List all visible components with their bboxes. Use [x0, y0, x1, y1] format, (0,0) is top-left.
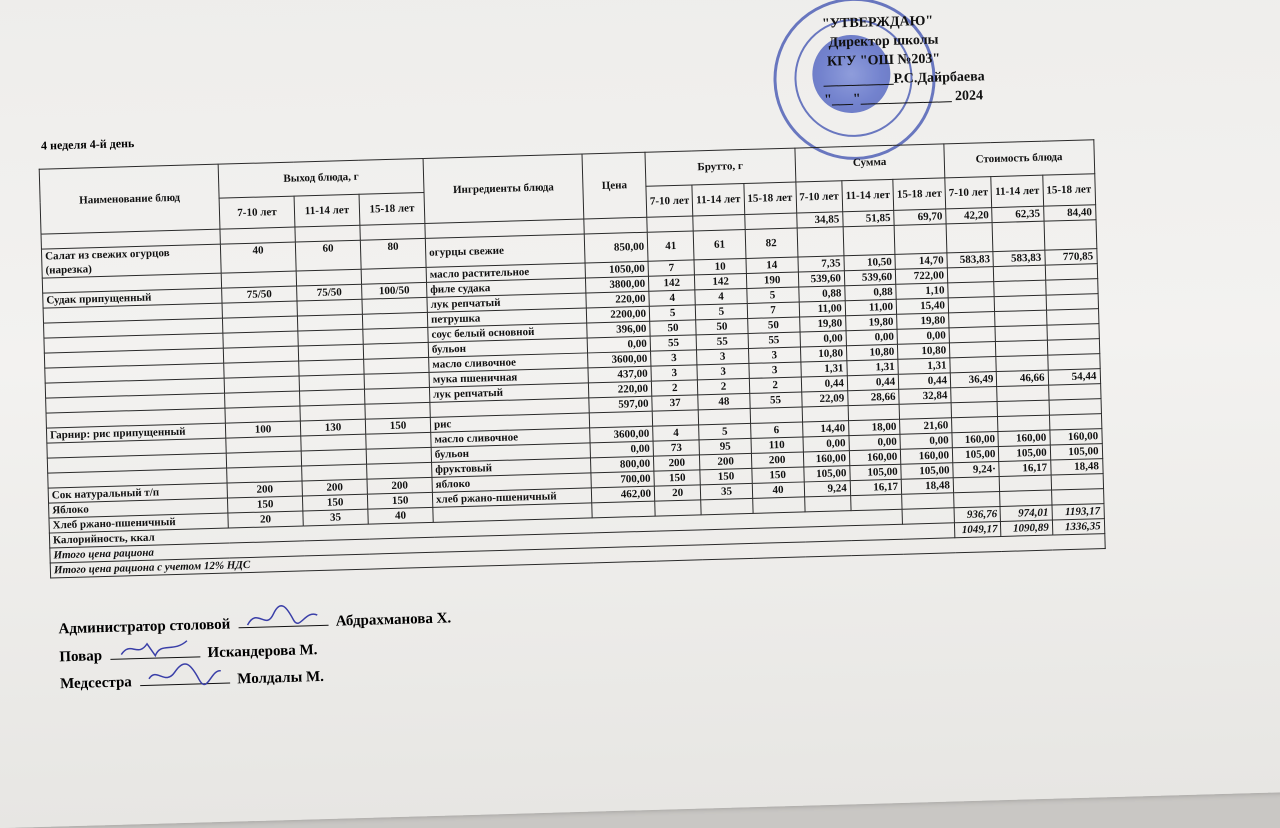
cost-cell: [1051, 489, 1103, 505]
cost-cell: 770,85: [1045, 249, 1097, 265]
approval-line2: Директор школы: [828, 32, 939, 51]
sum-cell: 0,00: [800, 331, 847, 347]
sum-cell: 160,00: [849, 449, 901, 465]
brutto-cell: 40: [752, 482, 804, 498]
ingredient-cell: соус белый основной: [428, 323, 587, 342]
brutto-cell: 55: [696, 333, 748, 349]
calories-label: Калорийность, ккал: [49, 509, 902, 548]
brutto-cell: 73: [653, 440, 700, 456]
brutto-cell: 95: [699, 438, 751, 454]
brutto-cell: 5: [696, 303, 748, 319]
brutto-cell: [750, 407, 802, 423]
sum-cell: 0,44: [898, 373, 950, 389]
cost-cell: [1044, 220, 1097, 250]
signature-name: Молдалы М.: [237, 668, 325, 688]
cost-cell: [949, 312, 996, 328]
yield-cell: 35: [303, 509, 368, 526]
ingredient-cell: яблоко: [432, 473, 591, 492]
cost-cell: [994, 265, 1046, 281]
price-cell: 800,00: [590, 456, 653, 473]
calories-blank: [902, 508, 954, 524]
sum-cell: 9,24: [804, 481, 851, 497]
age-header-brutto: 15-18 лет: [744, 182, 797, 215]
handwritten-signature-icon: [114, 635, 195, 663]
signature-name: Искандерова М.: [207, 642, 318, 662]
age-header-brutto: 7-10 лет: [646, 184, 693, 217]
cost-cell: [1047, 324, 1099, 340]
cost-cell: [1000, 490, 1052, 506]
sum-cell: [899, 403, 951, 419]
sum-cell: [851, 494, 903, 510]
yield-cell: 150: [227, 496, 302, 513]
price-cell: 0,00: [587, 336, 650, 353]
brutto-cell: 6: [750, 422, 802, 438]
signature-line: [139, 671, 229, 687]
approval-block: [822, 10, 986, 109]
cost-cell: 54,44: [1048, 369, 1100, 385]
cost-cell: [995, 295, 1047, 311]
sum-cell: 7,35: [797, 256, 844, 272]
sum-cell: 28,66: [848, 389, 900, 405]
cost-cell: 160,00: [952, 432, 999, 448]
cost-cell: 18,48: [1050, 459, 1102, 475]
brutto-cell: [652, 410, 699, 426]
cost-cell: [951, 402, 998, 418]
sum-cell: 15,40: [896, 298, 948, 314]
brutto-cell: 5: [746, 287, 798, 303]
brutto-cell: 50: [650, 320, 697, 336]
approval-line3: КГУ "ОШ №203": [826, 51, 941, 70]
approval-line4: __________Р.С.Дайрбаева: [823, 69, 985, 89]
ingredient-cell: хлеб ржано-пшеничный: [432, 488, 591, 507]
cost-cell: 160,00: [998, 430, 1050, 446]
ingredient-cell: филе судака: [427, 278, 586, 297]
yield-cell: 80: [360, 238, 426, 269]
cost-cell: [1049, 399, 1101, 415]
handwritten-signature-icon: [144, 661, 225, 689]
sum-cell: [802, 406, 849, 422]
sum-cell: 11,00: [799, 301, 846, 317]
total1-7-10: 936,76: [954, 506, 1001, 522]
sum-cell: 1,31: [898, 358, 950, 374]
ingredient-cell: рис: [430, 413, 589, 432]
cost-cell: [1045, 264, 1097, 280]
sum-cell: 32,84: [899, 388, 951, 404]
sum-cell: 18,00: [848, 419, 900, 435]
cost-cell: [997, 400, 1049, 416]
sum-cell: 14,40: [802, 421, 849, 437]
brutto-cell: 2: [698, 378, 750, 394]
sum-cell: [848, 404, 900, 420]
yield-cell: 130: [300, 419, 365, 436]
cost-cell: 105,00: [999, 445, 1051, 461]
brutto-cell: 7: [648, 260, 695, 276]
signature-role: Администратор столовой: [58, 616, 231, 638]
cost-cell: 62,35: [992, 206, 1044, 222]
sum-cell: 10,50: [844, 254, 896, 270]
price-cell: 700,00: [591, 471, 654, 488]
approval-line5: "___"_____________ 2024: [823, 88, 984, 108]
price-cell: 3800,00: [585, 276, 648, 293]
cost-cell: [951, 387, 998, 403]
age-header-yield: 7-10 лет: [219, 196, 295, 230]
price-cell: 462,00: [591, 486, 654, 503]
sum-cell: 0,88: [845, 284, 897, 300]
brutto-cell: 3: [748, 347, 800, 363]
cost-cell: [996, 340, 1048, 356]
total1-11-14: 974,01: [1000, 505, 1052, 521]
brutto-cell: 7: [747, 302, 799, 318]
sum-cell: 21,60: [900, 418, 952, 434]
ingredient-cell: петрушка: [427, 308, 586, 327]
signature-role: Повар: [59, 648, 103, 666]
total2-11-14: 1090,89: [1001, 520, 1053, 536]
brutto-cell: 61: [694, 230, 746, 260]
sum-cell: 51,85: [843, 210, 895, 226]
ingredient-cell: бульон: [431, 443, 590, 462]
price-cell: 220,00: [588, 381, 651, 398]
brutto-cell: 150: [751, 467, 803, 483]
dish-name-cell: Гарнир: рис припущенный: [46, 423, 225, 443]
price-cell: 0,00: [590, 441, 653, 458]
brutto-cell: 190: [746, 272, 798, 288]
signature-nurse: [60, 668, 324, 693]
yield-cell: 150: [365, 417, 430, 434]
cost-cell: [950, 357, 997, 373]
price-cell: 2200,00: [586, 306, 649, 323]
brutto-cell: 200: [700, 453, 752, 469]
yield-cell: 100/50: [362, 282, 427, 299]
sum-cell: 34,85: [796, 212, 843, 228]
brutto-cell: 50: [747, 317, 799, 333]
cost-cell: 583,83: [993, 250, 1045, 266]
yield-cell: 75/50: [297, 284, 362, 301]
cost-cell: 84,40: [1043, 205, 1095, 221]
brutto-cell: 5: [699, 423, 751, 439]
brutto-cell: 2: [749, 377, 801, 393]
brutto-cell: 55: [748, 332, 800, 348]
ingredient-cell: бульон: [428, 338, 587, 357]
cost-cell: [1049, 414, 1101, 430]
brutto-cell: [647, 216, 694, 232]
brutto-cell: 20: [654, 485, 701, 501]
cost-cell: [1046, 294, 1098, 310]
sum-cell: 11,00: [845, 299, 897, 315]
cost-cell: [952, 417, 999, 433]
brutto-cell: 200: [751, 452, 803, 468]
brutto-cell: 37: [652, 395, 699, 411]
brutto-cell: 82: [745, 228, 798, 258]
brutto-cell: 4: [695, 288, 747, 304]
header-yield: Выход блюда, г: [218, 158, 424, 197]
cost-cell: [1047, 339, 1099, 355]
sum-cell: 18,48: [901, 478, 953, 494]
document-title: 4 неделя 4-й день: [40, 136, 135, 153]
ingredient-cell: лук репчатый: [427, 293, 586, 312]
dish-name-cell: Хлеб ржано-пшеничный: [49, 513, 228, 533]
sum-cell: 69,70: [894, 209, 946, 225]
sum-cell: 539,60: [798, 271, 845, 287]
sum-cell: 22,09: [801, 391, 848, 407]
total2-15-18: 1336,35: [1052, 519, 1104, 535]
signature-name: Абдрахманова Х.: [335, 610, 452, 630]
cost-cell: 46,66: [997, 370, 1049, 386]
brutto-cell: [693, 215, 745, 231]
cost-cell: [1048, 384, 1100, 400]
age-header-yield: 11-14 лет: [294, 194, 360, 227]
age-header-sum: 11-14 лет: [842, 179, 894, 212]
brutto-cell: 14: [746, 257, 798, 273]
brutto-cell: 41: [647, 231, 694, 261]
brutto-cell: 110: [751, 437, 803, 453]
cost-cell: 583,83: [947, 252, 994, 268]
sum-cell: 105,00: [901, 463, 953, 479]
dish-name-cell: Яблоко: [49, 498, 228, 518]
sum-cell: 1,31: [847, 359, 899, 375]
header-cost: Стоимость блюда: [944, 140, 1094, 178]
dish-name-cell: Сок натуральный т/п: [48, 483, 227, 503]
sum-cell: 0,00: [803, 436, 850, 452]
cost-cell: [995, 310, 1047, 326]
sum-cell: 0,00: [900, 433, 952, 449]
sum-cell: 1,31: [800, 361, 847, 377]
price-cell: [592, 501, 655, 518]
cost-cell: [946, 223, 993, 253]
yield-cell: 75/50: [222, 286, 297, 303]
age-header-cost: 15-18 лет: [1042, 173, 1095, 206]
approval-line1: "УТВЕРЖДАЮ": [821, 13, 934, 32]
sum-cell: 0,44: [847, 374, 899, 390]
signature-role: Медсестра: [59, 674, 133, 693]
dish-name-cell: Салат из свежих огурцов (нарезка): [41, 244, 221, 278]
sum-cell: 0,88: [798, 286, 845, 302]
sum-cell: 10,80: [898, 343, 950, 359]
ingredient-cell: масло сливочное: [431, 428, 590, 447]
yield-cell: 150: [367, 492, 432, 509]
cost-cell: [948, 297, 995, 313]
brutto-cell: 35: [701, 483, 753, 499]
sum-cell: 0,00: [849, 434, 901, 450]
yield-cell: 60: [295, 240, 361, 271]
sum-cell: 10,80: [846, 344, 898, 360]
price-cell: 597,00: [589, 396, 652, 413]
cost-cell: [949, 327, 996, 343]
yield-cell: 200: [302, 479, 367, 496]
header-price: Цена: [582, 152, 647, 219]
cost-cell: [1046, 309, 1098, 325]
sum-cell: [797, 227, 844, 257]
yield-cell: 20: [228, 511, 303, 528]
sum-cell: 19,80: [846, 314, 898, 330]
cost-cell: [1045, 279, 1097, 295]
price-cell: 220,00: [586, 291, 649, 308]
age-header-sum: 15-18 лет: [893, 177, 946, 210]
header-brutto: Брутто, г: [645, 148, 795, 186]
age-header-brutto: 11-14 лет: [692, 183, 744, 216]
price-cell: 1050,00: [585, 261, 648, 278]
handwritten-signature-icon: [243, 603, 324, 631]
yield-cell: 200: [227, 481, 302, 498]
age-header-sum: 7-10 лет: [795, 180, 842, 213]
brutto-cell: 150: [700, 468, 752, 484]
brutto-cell: 3: [651, 350, 698, 366]
cost-cell: [997, 385, 1049, 401]
yield-cell: 150: [302, 494, 367, 511]
brutto-cell: [655, 500, 702, 516]
cost-cell: [953, 476, 1000, 492]
cost-cell: [1051, 474, 1103, 490]
sum-cell: [902, 493, 954, 509]
cost-cell: [995, 325, 1047, 341]
cost-cell: [949, 342, 996, 358]
cost-cell: 16,17: [999, 460, 1051, 476]
header-sum: Сумма: [794, 144, 944, 182]
cost-cell: [1000, 475, 1052, 491]
sum-cell: [843, 225, 895, 255]
brutto-cell: 4: [649, 290, 696, 306]
brutto-cell: 200: [653, 455, 700, 471]
ingredient-cell: масло сливочное: [429, 353, 588, 372]
ingredient-cell: лук репчатый: [429, 383, 588, 402]
price-cell: 437,00: [588, 366, 651, 383]
brutto-cell: 3: [651, 365, 698, 381]
menu-table: [39, 139, 1106, 578]
signature-line: [110, 644, 200, 660]
price-cell: 3600,00: [588, 351, 651, 368]
price-cell: 3600,00: [590, 426, 653, 443]
cost-cell: 36,49: [950, 372, 997, 388]
brutto-cell: 3: [697, 363, 749, 379]
sum-cell: 0,44: [801, 376, 848, 392]
sum-cell: 19,80: [897, 313, 949, 329]
ingredient-cell: масло растительное: [426, 263, 585, 282]
cost-cell: 42,20: [946, 208, 993, 224]
sum-cell: 722,00: [895, 268, 947, 284]
header-ingredients: Ингредиенты блюда: [423, 154, 584, 223]
header-dish-name: Наименование блюд: [39, 164, 220, 234]
brutto-cell: [744, 213, 796, 229]
ration-vat-label: Итого цена рациона с учетом 12% НДС: [50, 534, 1105, 578]
brutto-cell: 10: [694, 259, 746, 275]
brutto-cell: [752, 497, 804, 513]
cost-cell: 160,00: [1050, 429, 1102, 445]
yield-cell: 200: [367, 477, 432, 494]
dish-name-cell: Судак припущенный: [43, 288, 222, 308]
ration-label: Итого цена рациона: [50, 523, 955, 563]
sum-cell: 0,00: [897, 328, 949, 344]
brutto-cell: 3: [697, 348, 749, 364]
yield-cell: 40: [220, 242, 296, 273]
sum-cell: [894, 224, 947, 254]
sum-cell: 0,00: [846, 329, 898, 345]
cost-cell: [994, 280, 1046, 296]
brutto-cell: 3: [749, 362, 801, 378]
sum-cell: [804, 496, 851, 512]
yield-cell: 100: [225, 421, 300, 438]
sum-cell: 14,70: [895, 253, 947, 269]
sum-cell: 19,80: [799, 316, 846, 332]
sum-cell: 1,10: [896, 283, 948, 299]
cost-cell: [954, 491, 1001, 507]
signature-line: [238, 613, 328, 629]
total2-7-10: 1049,17: [954, 521, 1001, 537]
cost-cell: [992, 221, 1044, 251]
cost-cell: [948, 282, 995, 298]
brutto-cell: 55: [650, 335, 697, 351]
sum-cell: 539,60: [844, 269, 896, 285]
brutto-cell: 2: [651, 380, 698, 396]
cost-cell: 9,24·: [953, 462, 1000, 478]
brutto-cell: 48: [698, 393, 750, 409]
ingredient-cell: фруктовый: [432, 458, 591, 477]
cost-cell: [1047, 354, 1099, 370]
ingredient-cell: огурцы свежие: [425, 234, 585, 267]
brutto-cell: 142: [695, 273, 747, 289]
cost-cell: [996, 355, 1048, 371]
sum-cell: 160,00: [803, 451, 850, 467]
age-header-cost: 7-10 лет: [945, 176, 992, 209]
cost-cell: [947, 267, 994, 283]
cost-cell: 105,00: [1050, 444, 1102, 460]
brutto-cell: 5: [649, 305, 696, 321]
sum-cell: 105,00: [803, 466, 850, 482]
age-header-yield: 15-18 лет: [359, 192, 425, 225]
brutto-cell: 50: [696, 318, 748, 334]
ingredient-cell: мука пшеничная: [429, 368, 588, 387]
signature-admin: [58, 609, 451, 638]
brutto-cell: 150: [654, 470, 701, 486]
cost-cell: 105,00: [952, 447, 999, 463]
brutto-cell: [699, 408, 751, 424]
brutto-cell: 55: [749, 392, 801, 408]
sum-cell: 105,00: [850, 464, 902, 480]
price-cell: 850,00: [584, 232, 648, 263]
brutto-cell: [701, 498, 753, 514]
sum-cell: 160,00: [901, 448, 953, 464]
sum-cell: 16,17: [850, 479, 902, 495]
yield-cell: 40: [368, 507, 433, 524]
sum-cell: 10,80: [800, 346, 847, 362]
cost-cell: [998, 415, 1050, 431]
brutto-cell: 4: [653, 425, 700, 441]
total1-15-18: 1193,17: [1052, 504, 1104, 520]
price-cell: 396,00: [587, 321, 650, 338]
table-body: [41, 205, 1103, 533]
age-header-cost: 11-14 лет: [991, 175, 1043, 208]
brutto-cell: 142: [648, 275, 695, 291]
